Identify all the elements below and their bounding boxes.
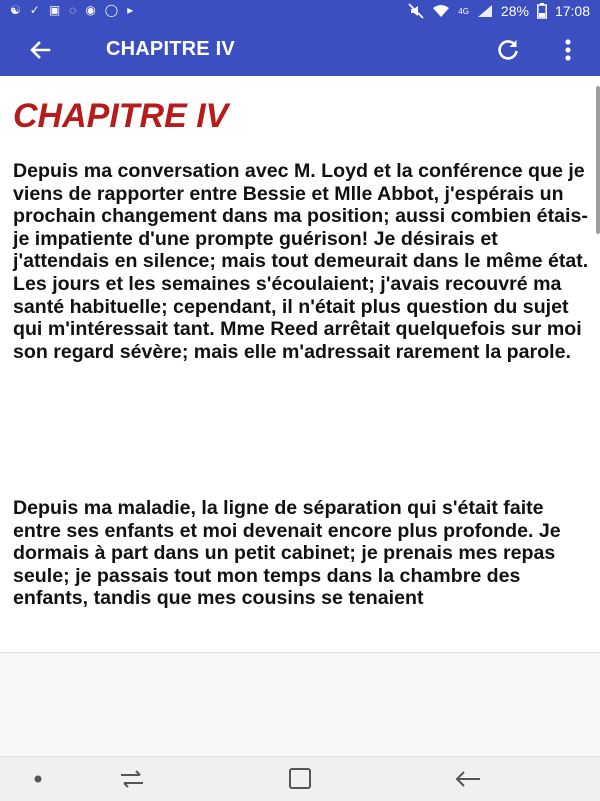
- notification-icon: ✓: [29, 3, 40, 17]
- paragraph: Depuis ma maladie, la ligne de séparation qui s'était faite entre ses enfants et moi devenait encore plus profonde. Je dormais à part dans un petit cabinet; je prenais mes repas seule; je passais tout mon temps dans la chambre des enfants, tandis que mes cousins se tenaient: [13, 497, 561, 610]
- overview-icon: [280, 765, 320, 793]
- recents-icon: [112, 765, 152, 793]
- status-bar: [0, 0, 600, 24]
- app-bar: [0, 24, 600, 76]
- notification-icons: [10, 3, 133, 17]
- clock: 17:08: [554, 3, 590, 19]
- mute-icon: [408, 3, 424, 19]
- notification-icon: ▸: [127, 3, 134, 17]
- home-button[interactable]: [18, 765, 58, 793]
- notification-icon: ◉: [85, 3, 96, 17]
- notification-icon: ☯: [10, 3, 21, 17]
- navigation-bar: [0, 756, 600, 801]
- image-icon: ▣: [48, 3, 61, 17]
- network-type-label: 4G: [458, 6, 469, 16]
- overview-button[interactable]: [280, 765, 320, 793]
- system-icons: [408, 3, 590, 19]
- signal-icon: [477, 4, 493, 18]
- battery-icon: [537, 3, 547, 19]
- refresh-button[interactable]: [494, 36, 522, 64]
- scrollbar[interactable]: [596, 86, 600, 234]
- back-button[interactable]: [24, 35, 56, 65]
- wifi-icon: [432, 4, 450, 18]
- home-dot-icon: [18, 765, 58, 793]
- more-options-button[interactable]: [556, 36, 580, 64]
- reading-content[interactable]: [0, 76, 600, 652]
- shield-icon: ◯: [104, 3, 119, 17]
- page-title: CHAPITRE IV: [106, 38, 235, 60]
- battery-percent: 28%: [500, 3, 529, 19]
- arrow-back-icon: [27, 37, 53, 63]
- nav-back-icon: [448, 765, 488, 793]
- recents-button[interactable]: [112, 765, 152, 793]
- more-vert-icon: [556, 36, 580, 64]
- bottom-panel: [0, 652, 600, 757]
- refresh-icon: [494, 36, 522, 64]
- notification-icon: ◌: [69, 3, 77, 17]
- chapter-heading: CHAPITRE IV: [13, 97, 229, 135]
- paragraph: Depuis ma conversation avec M. Loyd et la conférence que je viens de rapporter entre Bessie et Mlle Abbot, j'espérais un prochain changement dans ma position; aussi combien étais-je impatiente d'une prompte guérison! Je désirais et j'attendais en silence; mais tout demeurait dans le même état. Les jours et les semaines s'écoulaient; j'avais recouvré ma santé habituelle; cependant, il n'était plus question du sujet qui m'intéressait tant. Mme Reed arrêtait quelquefois sur moi son regard sévère; mais elle m'adressait rarement la parole.: [13, 160, 589, 363]
- nav-back-button[interactable]: [448, 765, 488, 793]
